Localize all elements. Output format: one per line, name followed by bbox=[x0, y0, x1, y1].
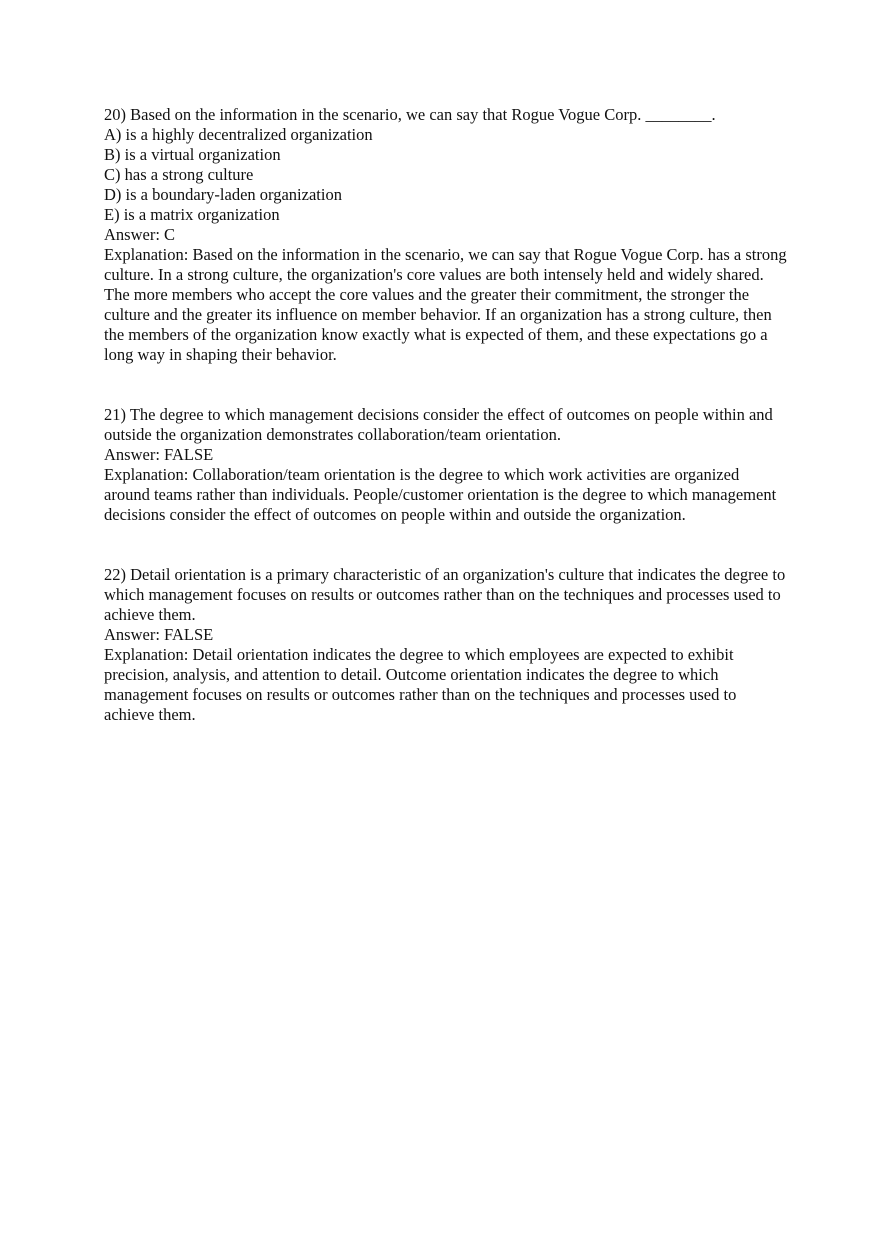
choice-b: B) is a virtual organization bbox=[104, 145, 281, 164]
question-stem: 20) Based on the information in the scenario, we can say that Rogue Vogue Corp. ________. bbox=[104, 105, 716, 124]
answer-line: Answer: FALSE bbox=[104, 625, 214, 644]
choice-d: D) is a boundary-laden organization bbox=[104, 185, 342, 204]
answer-line: Answer: C bbox=[104, 225, 176, 244]
question-21 bbox=[104, 405, 788, 525]
question-20 bbox=[104, 105, 788, 365]
spacer bbox=[104, 365, 788, 405]
explanation-paragraph: Explanation: Based on the information in the scenario, we can say that Rogue Vogue Corp. has a strong culture. In a strong culture, the organization's core values are both intensely held and widely shared. The more members who accept the core values and the greater their commitment, the stronger the culture and the greater its influence on member behavior. If an organization has a strong culture, then the members of the organization know exactly what is expected of them, and these expectations go a long way in shaping their behavior. bbox=[104, 245, 787, 364]
document-page bbox=[104, 105, 788, 725]
question-22 bbox=[104, 565, 788, 725]
spacer bbox=[104, 525, 788, 565]
choice-e: E) is a matrix organization bbox=[104, 205, 280, 224]
choice-c: C) has a strong culture bbox=[104, 165, 254, 184]
answer-line: Answer: FALSE bbox=[104, 445, 214, 464]
explanation-paragraph: Explanation: Collaboration/team orientation is the degree to which work activities are organized around teams rather than individuals. People/customer orientation is the degree to which management decisions consider the effect of outcomes on people within and outside the organization. bbox=[104, 465, 777, 524]
question-stem: 21) The degree to which management decisions consider the effect of outcomes on people within and outside the organization demonstrates collaboration/team orientation. bbox=[104, 405, 773, 444]
explanation-paragraph: Explanation: Detail orientation indicates the degree to which employees are expected to exhibit precision, analysis, and attention to detail. Outcome orientation indicates the degree to which management focuses on results or outcomes rather than on the techniques and processes used to achieve them. bbox=[104, 645, 737, 724]
choice-a: A) is a highly decentralized organization bbox=[104, 125, 373, 144]
question-stem: 22) Detail orientation is a primary characteristic of an organization's culture that indicates the degree to which management focuses on results or outcomes rather than on the techniques and processes used to achieve them. bbox=[104, 565, 786, 624]
